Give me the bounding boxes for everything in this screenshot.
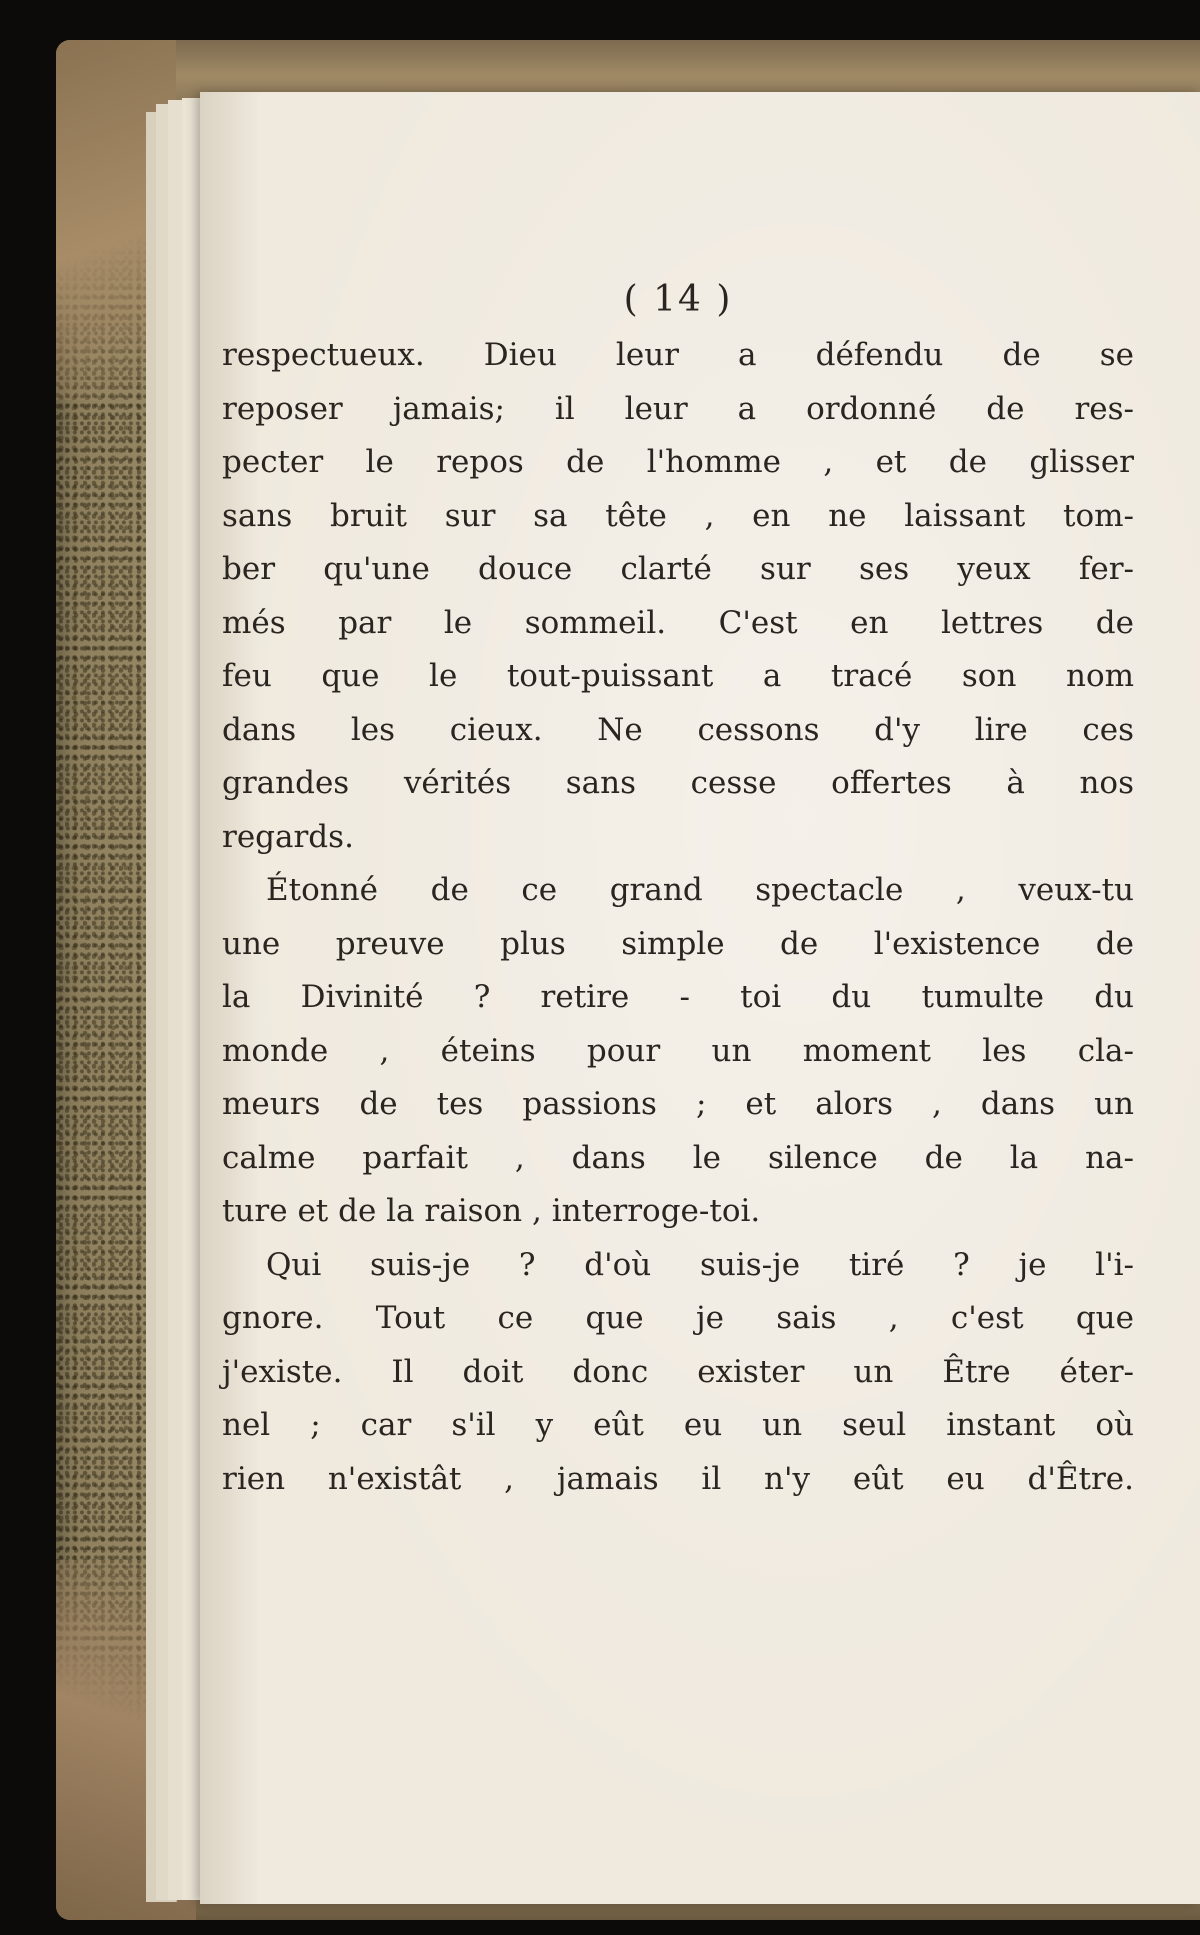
text-line: dans les cieux. Ne cessons d'y lire ces xyxy=(222,711,1134,748)
text-line: ture et de la raison , interroge-toi. xyxy=(222,1193,761,1229)
paragraph-2 xyxy=(222,864,1134,1239)
paragraph-1 xyxy=(222,329,1134,864)
text-line: regards. xyxy=(222,818,354,855)
text-line: calme parfait , dans le silence de la na- xyxy=(222,1139,1134,1176)
text-line: rien n'existât , jamais il n'y eût eu d'Être. xyxy=(222,1460,1134,1497)
text-line: la Divinité ? retire - toi du tumulte du xyxy=(222,979,1134,1015)
paragraph-3 xyxy=(222,1239,1134,1507)
text-line: meurs de tes passions ; et alors , dans un xyxy=(222,1086,1134,1122)
page-number: ( 14 ) xyxy=(623,279,733,320)
leather-spine-top xyxy=(56,40,1200,100)
text-line: feu que le tout-puissant a tracé son nom xyxy=(222,658,1134,694)
text-line: ber qu'une douce clarté sur ses yeux fer- xyxy=(222,551,1134,587)
text-line: j'existe. Il doit donc exister un Être éter- xyxy=(222,1353,1134,1390)
text-line: Étonné de ce grand spectacle , veux-tu xyxy=(266,872,1134,908)
text-line: sans bruit sur sa tête , en ne laissant tom- xyxy=(222,497,1134,534)
page-text xyxy=(222,275,1134,1506)
text-line: monde , éteins pour un moment les cla- xyxy=(222,1032,1134,1069)
text-line: més par le sommeil. C'est en lettres de xyxy=(222,604,1134,641)
text-line: respectueux. Dieu leur a défendu de se xyxy=(222,337,1134,373)
text-line: Qui suis-je ? d'où suis-je tiré ? je l'i- xyxy=(266,1246,1134,1283)
text-line: nel ; car s'il y eût eu un seul instant où xyxy=(222,1407,1134,1443)
text-line: gnore. Tout ce que je sais , c'est que xyxy=(222,1300,1134,1336)
text-line: reposer jamais; il leur a ordonné de res- xyxy=(222,390,1134,427)
text-line: grandes vérités sans cesse offertes à nos xyxy=(222,765,1134,801)
text-line: une preuve plus simple de l'existence de xyxy=(222,925,1134,962)
text-line: pecter le repos de l'homme , et de glisser xyxy=(222,444,1134,480)
